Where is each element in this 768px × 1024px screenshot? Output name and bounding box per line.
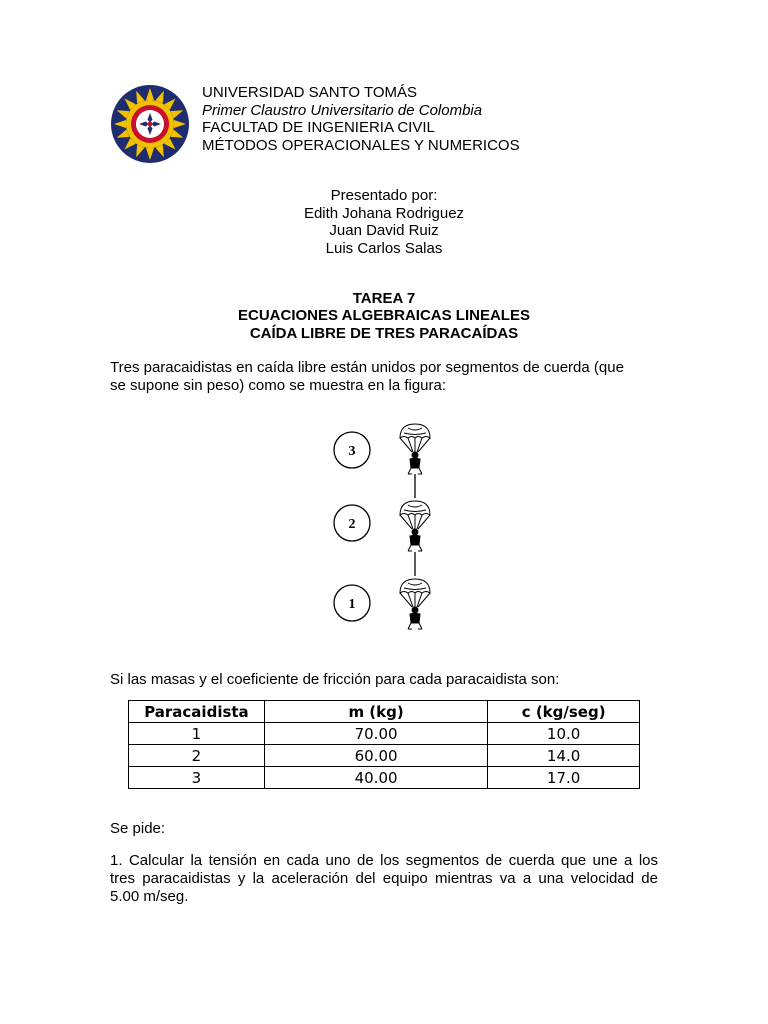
table-header-row bbox=[129, 701, 640, 723]
question-line: 5.00 m/seg. bbox=[110, 888, 189, 905]
table-cell: 14.0 bbox=[488, 745, 640, 767]
table-cell: 70.00 bbox=[264, 723, 487, 745]
table-cell: 10.0 bbox=[488, 723, 640, 745]
question-line: 1. Calcular la tensión en cada uno de los segmentos de cuerda que une a los bbox=[110, 852, 658, 869]
assignment-title: CAÍDA LIBRE DE TRES PARACAÍDAS bbox=[249, 325, 519, 342]
intro-text-line: se supone sin peso) como se muestra en la figura: bbox=[110, 377, 447, 394]
table-row bbox=[129, 767, 640, 789]
table-intro-text: Si las masas y el coeficiente de fricción para cada paracaidista son: bbox=[110, 671, 560, 688]
faculty-name: FACULTAD DE INGENIERIA CIVIL bbox=[202, 119, 435, 136]
author-name: Juan David Ruiz bbox=[329, 222, 439, 239]
parachutist-number: 2 bbox=[348, 517, 356, 532]
table-cell: 60.00 bbox=[264, 745, 487, 767]
table-cell: 40.00 bbox=[264, 767, 487, 789]
author-name: Luis Carlos Salas bbox=[325, 240, 443, 257]
table-cell: 2 bbox=[129, 745, 265, 767]
table-cell: 1 bbox=[129, 723, 265, 745]
assignment-number: TAREA 7 bbox=[352, 290, 416, 307]
course-name: MÉTODOS OPERACIONALES Y NUMERICOS bbox=[202, 137, 520, 154]
table-cell: 3 bbox=[129, 767, 265, 789]
parachutists-figure bbox=[325, 418, 445, 636]
column-header-parachutist: Paracaidista bbox=[129, 701, 265, 723]
university-name: UNIVERSIDAD SANTO TOMÁS bbox=[202, 84, 418, 101]
table-cell: 17.0 bbox=[488, 767, 640, 789]
parachutist-data-table bbox=[128, 700, 640, 789]
request-label: Se pide: bbox=[110, 820, 166, 837]
column-header-friction: c (kg/seg) bbox=[488, 701, 640, 723]
parachutist-number: 1 bbox=[348, 597, 356, 612]
presented-by-label: Presentado por: bbox=[330, 187, 438, 204]
column-header-mass: m (kg) bbox=[264, 701, 487, 723]
question-paragraph bbox=[110, 852, 658, 906]
author-name: Edith Johana Rodriguez bbox=[303, 205, 465, 222]
intro-text-line: Tres paracaidistas en caída libre están unidos por segmentos de cuerda (que bbox=[110, 359, 624, 376]
university-motto: Primer Claustro Universitario de Colombia bbox=[202, 102, 483, 119]
question-line: tres paracaidistas y la aceleración del equipo mientras va a una velocidad de bbox=[110, 870, 658, 887]
university-seal-logo bbox=[110, 84, 190, 164]
parachutist-number: 3 bbox=[348, 444, 356, 459]
table-row bbox=[129, 745, 640, 767]
parachute-icon bbox=[400, 424, 430, 629]
assignment-topic: ECUACIONES ALGEBRAICAS LINEALES bbox=[238, 307, 530, 324]
table-row bbox=[129, 723, 640, 745]
